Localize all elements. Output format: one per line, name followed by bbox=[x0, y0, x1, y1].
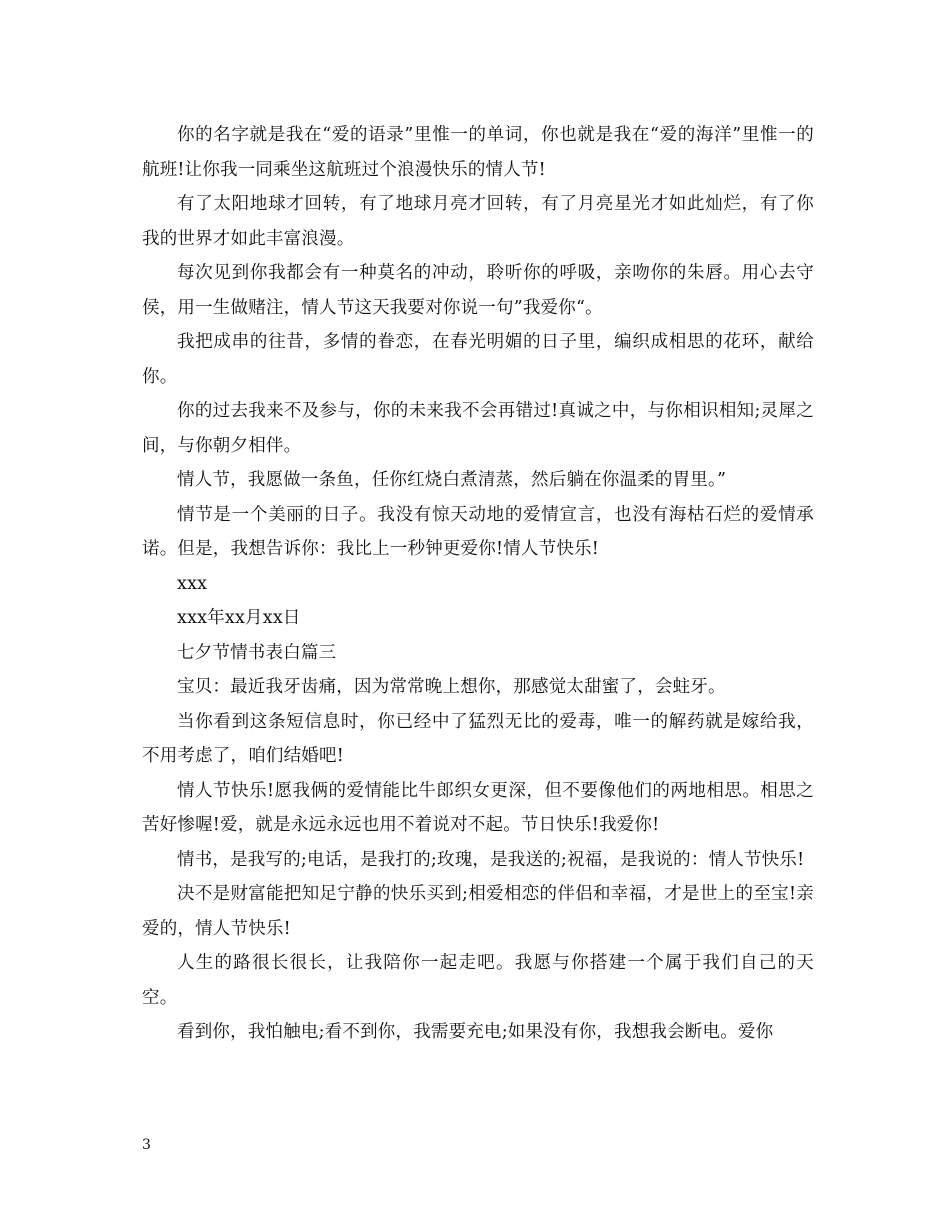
paragraph-12: 当你看到这条短信息时，你已经中了猛烈无比的爱毒，唯一的解药就是嫁给我，不用考虑了，咱们结婚吧! bbox=[142, 711, 814, 766]
paragraph-16: 人生的路很长很长，让我陪你一起走吧。我愿与你搭建一个属于我们自己的天空。 bbox=[142, 953, 814, 1008]
section-heading: 七夕节情书表白篇三 bbox=[177, 642, 337, 663]
page-number: 3 bbox=[142, 1137, 151, 1153]
paragraph-17: 看到你，我怕触电;看不到你，我需要充电;如果没有你，我想我会断电。爱你 bbox=[177, 1022, 774, 1042]
document-body bbox=[142, 118, 814, 1050]
paragraph-14: 情书，是我写的;电话，是我打的;玫瑰，是我送的;祝福，是我说的：情人节快乐! bbox=[177, 849, 805, 870]
paragraph-7: 情节是一个美丽的日子。我没有惊天动地的爱情宣言，也没有海枯石烂的爱情承诺。但是，我想告诉你：我比上一秒钟更爱你!情人节快乐! bbox=[142, 504, 814, 559]
paragraph-6: 情人节，我愿做一条鱼，任你红烧白煮清蒸，然后躺在你温柔的胃里。” bbox=[177, 470, 727, 490]
paragraph-15: 决不是财富能把知足宁静的快乐买到;相爱相恋的伴侣和幸福，才是世上的至宝!亲爱的，情人节快乐! bbox=[142, 884, 814, 939]
paragraph-1: 你的名字就是我在“爱的语录”里惟一的单词，你也就是我在“爱的海洋”里惟一的航班!让你我一同乘坐这航班过个浪漫快乐的情人节! bbox=[142, 125, 814, 180]
signature-date: xxx年xx月xx日 bbox=[177, 608, 301, 628]
paragraph-13: 情人节快乐!愿我俩的爱情能比牛郎织女更深，但不要像他们的两地相思。相思之苦好惨喔!爱，就是永远永远也用不着说对不起。节日快乐!我爱你! bbox=[142, 780, 814, 835]
paragraph-11: 宝贝：最近我牙齿痛，因为常常晚上想你，那感觉太甜蜜了，会蛀牙。 bbox=[177, 677, 726, 697]
signature-name: xxx bbox=[177, 573, 208, 594]
paragraph-4: 我把成串的往昔，多情的眷恋，在春光明媚的日子里，编织成相思的花环，献给你。 bbox=[142, 332, 814, 387]
paragraph-5: 你的过去我来不及参与，你的未来我不会再错过!真诚之中，与你相识相知;灵犀之间，与你朝夕相伴。 bbox=[142, 401, 814, 456]
paragraph-3: 每次见到你我都会有一种莫名的冲动，聆听你的呼吸，亲吻你的朱唇。用心去守侯，用一生做赌注，情人节这天我要对你说一句”我爱你“。 bbox=[142, 263, 814, 318]
paragraph-2: 有了太阳地球才回转，有了地球月亮才回转，有了月亮星光才如此灿烂，有了你我的世界才如此丰富浪漫。 bbox=[142, 194, 814, 249]
